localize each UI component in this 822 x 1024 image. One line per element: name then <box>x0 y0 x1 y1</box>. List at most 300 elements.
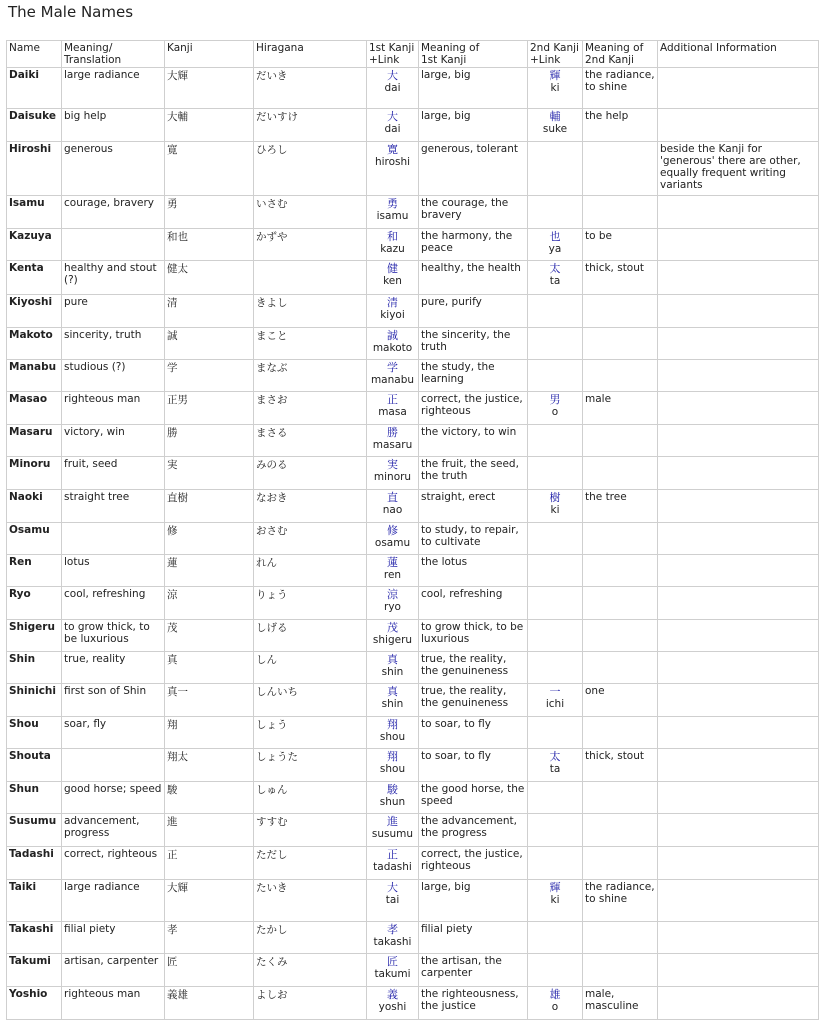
meaning-cell: large radiance <box>62 68 165 109</box>
table-header-row <box>7 41 819 68</box>
first-kanji-link[interactable]: 勝 <box>387 426 398 439</box>
header-first-kanji-link: 1st Kanji +Link <box>367 41 419 68</box>
second-kanji-link-cell[interactable] <box>528 684 583 717</box>
second-kanji-meaning-cell <box>583 196 658 229</box>
second-kanji-link-cell[interactable] <box>528 68 583 109</box>
name-cell: Masao <box>7 392 62 425</box>
first-kanji-reading: tadashi <box>373 861 412 873</box>
header-hiragana: Hiragana <box>254 41 367 68</box>
second-kanji-link-cell[interactable] <box>528 229 583 261</box>
first-kanji-meaning-cell: true, the reality, the genuineness <box>419 684 528 717</box>
second-kanji-link[interactable]: 雄 <box>549 988 561 1001</box>
second-kanji-link[interactable]: 輔 <box>549 110 561 123</box>
second-kanji-link[interactable]: 太 <box>549 262 561 275</box>
meaning-cell: advancement, progress <box>62 814 165 847</box>
meaning-cell: healthy and stout (?) <box>62 261 165 295</box>
name-cell: Osamu <box>7 523 62 555</box>
additional-info-cell <box>658 717 819 749</box>
meaning-cell: straight tree <box>62 490 165 523</box>
first-kanji-meaning-cell: the victory, to win <box>419 425 528 457</box>
table-row <box>7 142 819 196</box>
kanji-cell: 真一 <box>165 684 254 717</box>
first-kanji-reading: isamu <box>376 210 409 222</box>
second-kanji-reading: ki <box>550 82 560 94</box>
second-kanji-meaning-cell: male, masculine <box>583 987 658 1020</box>
hiragana-cell: まなぶ <box>254 360 367 392</box>
second-kanji-meaning-cell <box>583 847 658 880</box>
first-kanji-meaning-cell: true, the reality, the genuineness <box>419 652 528 684</box>
first-kanji-reading: manabu <box>370 374 415 386</box>
second-kanji-meaning-cell <box>583 782 658 814</box>
first-kanji-reading: shigeru <box>372 634 413 646</box>
second-kanji-meaning-cell <box>583 922 658 954</box>
header-first-kanji-meaning: Meaning of 1st Kanji <box>419 41 528 68</box>
name-cell: Shouta <box>7 749 62 782</box>
first-kanji-reading: susumu <box>371 828 414 840</box>
second-kanji-meaning-cell <box>583 142 658 196</box>
second-kanji-link-cell <box>528 782 583 814</box>
first-kanji-link[interactable]: 涼 <box>387 588 398 601</box>
kanji-cell: 寛 <box>165 142 254 196</box>
meaning-cell <box>62 523 165 555</box>
second-kanji-link[interactable]: 也 <box>549 230 561 243</box>
second-kanji-meaning-cell <box>583 328 658 360</box>
first-kanji-link-cell[interactable] <box>367 457 419 490</box>
second-kanji-link-cell[interactable] <box>528 261 583 295</box>
additional-info-cell <box>658 229 819 261</box>
table-row <box>7 328 819 360</box>
first-kanji-reading: shun <box>379 796 406 808</box>
additional-info-cell <box>658 847 819 880</box>
header-kanji: Kanji <box>165 41 254 68</box>
first-kanji-reading: takashi <box>373 936 412 948</box>
header-meaning: Meaning/ Translation <box>62 41 165 68</box>
second-kanji-link-cell <box>528 523 583 555</box>
first-kanji-link[interactable]: 大 <box>387 110 398 123</box>
first-kanji-reading: makoto <box>372 342 413 354</box>
meaning-cell: correct, righteous <box>62 847 165 880</box>
name-cell: Shigeru <box>7 620 62 652</box>
first-kanji-reading: shou <box>379 763 406 775</box>
additional-info-cell <box>658 295 819 328</box>
first-kanji-link[interactable]: 駿 <box>387 783 398 796</box>
second-kanji-link-cell[interactable] <box>528 392 583 425</box>
table-row <box>7 847 819 880</box>
first-kanji-reading: kazu <box>380 243 405 255</box>
first-kanji-link-cell[interactable] <box>367 954 419 987</box>
first-kanji-link[interactable]: 正 <box>387 848 398 861</box>
second-kanji-link-cell <box>528 587 583 620</box>
name-cell: Yoshio <box>7 987 62 1020</box>
first-kanji-meaning-cell: the advancement, the progress <box>419 814 528 847</box>
table-row <box>7 717 819 749</box>
first-kanji-link-cell[interactable] <box>367 684 419 717</box>
first-kanji-link-cell[interactable] <box>367 68 419 109</box>
hiragana-cell: しんいち <box>254 684 367 717</box>
first-kanji-link-cell[interactable] <box>367 328 419 360</box>
additional-info-cell <box>658 392 819 425</box>
additional-info-cell: beside the Kanji for 'generous' there are other, equally frequent writing variants <box>658 142 819 196</box>
second-kanji-reading: ki <box>550 894 560 906</box>
meaning-cell: sincerity, truth <box>62 328 165 360</box>
first-kanji-link-cell[interactable] <box>367 880 419 922</box>
hiragana-cell: まさる <box>254 425 367 457</box>
hiragana-cell: ただし <box>254 847 367 880</box>
first-kanji-link[interactable]: 清 <box>387 296 398 309</box>
first-kanji-link-cell[interactable] <box>367 523 419 555</box>
second-kanji-meaning-cell: thick, stout <box>583 749 658 782</box>
hiragana-cell: すすむ <box>254 814 367 847</box>
kanji-cell: 茂 <box>165 620 254 652</box>
hiragana-cell: なおき <box>254 490 367 523</box>
second-kanji-link[interactable]: 男 <box>549 393 561 406</box>
kanji-cell: 孝 <box>165 922 254 954</box>
second-kanji-link[interactable]: 太 <box>549 750 561 763</box>
first-kanji-meaning-cell: the righteousness, the justice <box>419 987 528 1020</box>
first-kanji-link-cell[interactable] <box>367 360 419 392</box>
second-kanji-meaning-cell: thick, stout <box>583 261 658 295</box>
first-kanji-link-cell[interactable] <box>367 847 419 880</box>
first-kanji-link-cell[interactable] <box>367 490 419 523</box>
header-second-kanji-link: 2nd Kanji +Link <box>528 41 583 68</box>
first-kanji-link[interactable]: 大 <box>387 69 398 82</box>
kanji-cell: 匠 <box>165 954 254 987</box>
second-kanji-link-cell[interactable] <box>528 109 583 142</box>
first-kanji-reading: shin <box>381 698 404 710</box>
first-kanji-link[interactable]: 真 <box>387 653 398 666</box>
table-row <box>7 392 819 425</box>
second-kanji-meaning-cell <box>583 295 658 328</box>
second-kanji-meaning-cell <box>583 360 658 392</box>
second-kanji-link[interactable]: 一 <box>549 685 561 698</box>
first-kanji-reading: nao <box>382 504 403 516</box>
meaning-cell: generous <box>62 142 165 196</box>
name-cell: Makoto <box>7 328 62 360</box>
first-kanji-meaning-cell: the good horse, the speed <box>419 782 528 814</box>
second-kanji-reading: ta <box>549 763 561 775</box>
first-kanji-link-cell[interactable] <box>367 109 419 142</box>
meaning-cell: victory, win <box>62 425 165 457</box>
first-kanji-link-cell[interactable] <box>367 587 419 620</box>
table-row <box>7 922 819 954</box>
name-cell: Daiki <box>7 68 62 109</box>
first-kanji-meaning-cell: pure, purify <box>419 295 528 328</box>
table-row <box>7 749 819 782</box>
second-kanji-meaning-cell <box>583 954 658 987</box>
names-table <box>6 40 819 1020</box>
first-kanji-link[interactable]: 修 <box>387 524 398 537</box>
additional-info-cell <box>658 261 819 295</box>
second-kanji-meaning-cell <box>583 425 658 457</box>
kanji-cell: 直樹 <box>165 490 254 523</box>
second-kanji-meaning-cell: the radiance, to shine <box>583 880 658 922</box>
first-kanji-link-cell[interactable] <box>367 196 419 229</box>
name-cell: Shinichi <box>7 684 62 717</box>
header-second-kanji-meaning: Meaning of 2nd Kanji <box>583 41 658 68</box>
table-row <box>7 295 819 328</box>
additional-info-cell <box>658 922 819 954</box>
second-kanji-meaning-cell: the tree <box>583 490 658 523</box>
first-kanji-link-cell[interactable] <box>367 261 419 295</box>
first-kanji-link-cell[interactable] <box>367 392 419 425</box>
kanji-cell: 修 <box>165 523 254 555</box>
second-kanji-link-cell <box>528 814 583 847</box>
kanji-cell: 勝 <box>165 425 254 457</box>
kanji-cell: 涼 <box>165 587 254 620</box>
additional-info-cell <box>658 490 819 523</box>
second-kanji-link-cell <box>528 295 583 328</box>
first-kanji-meaning-cell: the courage, the bravery <box>419 196 528 229</box>
second-kanji-reading: ichi <box>545 698 565 710</box>
first-kanji-reading: masa <box>378 406 407 418</box>
second-kanji-meaning-cell: the help <box>583 109 658 142</box>
table-row <box>7 880 819 922</box>
second-kanji-link[interactable]: 輝 <box>549 69 561 82</box>
second-kanji-link-cell[interactable] <box>528 749 583 782</box>
second-kanji-reading: suke <box>542 123 568 135</box>
first-kanji-link[interactable]: 寛 <box>387 143 398 156</box>
table-row <box>7 684 819 717</box>
kanji-cell: 翔太 <box>165 749 254 782</box>
first-kanji-link[interactable]: 学 <box>387 361 398 374</box>
additional-info-cell <box>658 425 819 457</box>
second-kanji-link-cell <box>528 954 583 987</box>
table-row <box>7 196 819 229</box>
kanji-cell: 真 <box>165 652 254 684</box>
first-kanji-link[interactable]: 義 <box>387 988 398 1001</box>
kanji-cell: 大輔 <box>165 109 254 142</box>
name-cell: Masaru <box>7 425 62 457</box>
first-kanji-reading: yoshi <box>378 1001 407 1013</box>
table-row <box>7 620 819 652</box>
kanji-cell: 和也 <box>165 229 254 261</box>
first-kanji-meaning-cell: cool, refreshing <box>419 587 528 620</box>
additional-info-cell <box>658 954 819 987</box>
second-kanji-link-cell <box>528 620 583 652</box>
table-body <box>7 68 819 1020</box>
second-kanji-meaning-cell <box>583 620 658 652</box>
kanji-cell: 義雄 <box>165 987 254 1020</box>
first-kanji-link-cell[interactable] <box>367 142 419 196</box>
hiragana-cell: しげる <box>254 620 367 652</box>
second-kanji-link-cell <box>528 847 583 880</box>
first-kanji-link-cell[interactable] <box>367 987 419 1020</box>
hiragana-cell: いさむ <box>254 196 367 229</box>
first-kanji-link[interactable]: 正 <box>387 393 398 406</box>
hiragana-cell: たかし <box>254 922 367 954</box>
first-kanji-meaning-cell: the artisan, the carpenter <box>419 954 528 987</box>
first-kanji-link-cell[interactable] <box>367 425 419 457</box>
first-kanji-reading: dai <box>384 123 401 135</box>
hiragana-cell: かずや <box>254 229 367 261</box>
second-kanji-link-cell <box>528 142 583 196</box>
name-cell: Ren <box>7 555 62 587</box>
first-kanji-link[interactable]: 匠 <box>387 955 398 968</box>
first-kanji-link-cell[interactable] <box>367 620 419 652</box>
table-row <box>7 523 819 555</box>
second-kanji-link-cell[interactable] <box>528 987 583 1020</box>
first-kanji-meaning-cell: to grow thick, to be luxurious <box>419 620 528 652</box>
first-kanji-meaning-cell: large, big <box>419 880 528 922</box>
first-kanji-reading: tai <box>385 894 400 906</box>
table-row <box>7 457 819 490</box>
additional-info-cell <box>658 684 819 717</box>
additional-info-cell <box>658 987 819 1020</box>
first-kanji-meaning-cell: large, big <box>419 68 528 109</box>
kanji-cell: 実 <box>165 457 254 490</box>
meaning-cell <box>62 229 165 261</box>
first-kanji-link-cell[interactable] <box>367 717 419 749</box>
second-kanji-link-cell[interactable] <box>528 490 583 523</box>
meaning-cell: big help <box>62 109 165 142</box>
kanji-cell: 誠 <box>165 328 254 360</box>
hiragana-cell: しょう <box>254 717 367 749</box>
second-kanji-meaning-cell: one <box>583 684 658 717</box>
first-kanji-link-cell[interactable] <box>367 652 419 684</box>
hiragana-cell: おさむ <box>254 523 367 555</box>
additional-info-cell <box>658 652 819 684</box>
first-kanji-link[interactable]: 勇 <box>387 197 398 210</box>
first-kanji-reading: shin <box>381 666 404 678</box>
table-row <box>7 425 819 457</box>
hiragana-cell: しょうた <box>254 749 367 782</box>
first-kanji-link[interactable]: 直 <box>387 491 398 504</box>
kanji-cell: 大輝 <box>165 68 254 109</box>
meaning-cell: righteous man <box>62 987 165 1020</box>
hiragana-cell: だいき <box>254 68 367 109</box>
hiragana-cell: だいすけ <box>254 109 367 142</box>
kanji-cell: 勇 <box>165 196 254 229</box>
kanji-cell: 大輝 <box>165 880 254 922</box>
meaning-cell: fruit, seed <box>62 457 165 490</box>
first-kanji-meaning-cell: filial piety <box>419 922 528 954</box>
second-kanji-link[interactable]: 樹 <box>549 491 561 504</box>
second-kanji-meaning-cell: the radiance, to shine <box>583 68 658 109</box>
second-kanji-meaning-cell: to be <box>583 229 658 261</box>
first-kanji-link[interactable]: 和 <box>387 230 398 243</box>
name-cell: Kazuya <box>7 229 62 261</box>
meaning-cell: artisan, carpenter <box>62 954 165 987</box>
second-kanji-link-cell <box>528 717 583 749</box>
first-kanji-reading: takumi <box>374 968 411 980</box>
second-kanji-meaning-cell <box>583 652 658 684</box>
name-cell: Kiyoshi <box>7 295 62 328</box>
first-kanji-reading: hiroshi <box>374 156 411 168</box>
kanji-cell: 翔 <box>165 717 254 749</box>
name-cell: Shin <box>7 652 62 684</box>
name-cell: Susumu <box>7 814 62 847</box>
name-cell: Shun <box>7 782 62 814</box>
name-cell: Kenta <box>7 261 62 295</box>
first-kanji-meaning-cell: large, big <box>419 109 528 142</box>
additional-info-cell <box>658 555 819 587</box>
first-kanji-link[interactable]: 蓮 <box>387 556 398 569</box>
first-kanji-meaning-cell: the sincerity, the truth <box>419 328 528 360</box>
hiragana-cell: りょう <box>254 587 367 620</box>
meaning-cell: true, reality <box>62 652 165 684</box>
table-row <box>7 490 819 523</box>
first-kanji-link-cell[interactable] <box>367 295 419 328</box>
hiragana-cell: よしお <box>254 987 367 1020</box>
meaning-cell: to grow thick, to be luxurious <box>62 620 165 652</box>
first-kanji-reading: minoru <box>373 471 412 483</box>
first-kanji-meaning-cell: the harmony, the peace <box>419 229 528 261</box>
name-cell: Hiroshi <box>7 142 62 196</box>
name-cell: Naoki <box>7 490 62 523</box>
first-kanji-meaning-cell: the fruit, the seed, the truth <box>419 457 528 490</box>
first-kanji-link[interactable]: 真 <box>387 685 398 698</box>
kanji-cell: 駿 <box>165 782 254 814</box>
first-kanji-reading: ren <box>383 569 402 581</box>
first-kanji-meaning-cell: the study, the learning <box>419 360 528 392</box>
second-kanji-meaning-cell <box>583 717 658 749</box>
hiragana-cell: まさお <box>254 392 367 425</box>
second-kanji-link[interactable]: 輝 <box>549 881 561 894</box>
first-kanji-link[interactable]: 茂 <box>387 621 398 634</box>
second-kanji-meaning-cell <box>583 587 658 620</box>
first-kanji-meaning-cell: to soar, to fly <box>419 717 528 749</box>
second-kanji-link-cell[interactable] <box>528 880 583 922</box>
first-kanji-link[interactable]: 翔 <box>387 718 398 731</box>
first-kanji-reading: dai <box>384 82 401 94</box>
first-kanji-reading: ryo <box>384 601 401 613</box>
first-kanji-link-cell[interactable] <box>367 814 419 847</box>
table-row <box>7 360 819 392</box>
first-kanji-link-cell[interactable] <box>367 749 419 782</box>
first-kanji-link[interactable]: 大 <box>387 881 398 894</box>
first-kanji-link-cell[interactable] <box>367 922 419 954</box>
second-kanji-reading: ya <box>548 243 562 255</box>
meaning-cell: pure <box>62 295 165 328</box>
table-row <box>7 652 819 684</box>
first-kanji-meaning-cell: generous, tolerant <box>419 142 528 196</box>
first-kanji-link[interactable]: 進 <box>387 815 398 828</box>
second-kanji-link-cell <box>528 196 583 229</box>
meaning-cell: first son of Shin <box>62 684 165 717</box>
first-kanji-link-cell[interactable] <box>367 229 419 261</box>
kanji-cell: 進 <box>165 814 254 847</box>
first-kanji-link[interactable]: 翔 <box>387 750 398 763</box>
second-kanji-link-cell <box>528 425 583 457</box>
additional-info-cell <box>658 782 819 814</box>
table-row <box>7 555 819 587</box>
additional-info-cell <box>658 749 819 782</box>
first-kanji-link-cell[interactable] <box>367 555 419 587</box>
second-kanji-link-cell <box>528 652 583 684</box>
name-cell: Manabu <box>7 360 62 392</box>
second-kanji-meaning-cell <box>583 523 658 555</box>
table-row <box>7 954 819 987</box>
table-row <box>7 68 819 109</box>
first-kanji-link-cell[interactable] <box>367 782 419 814</box>
additional-info-cell <box>658 360 819 392</box>
additional-info-cell <box>658 109 819 142</box>
meaning-cell: filial piety <box>62 922 165 954</box>
kanji-cell: 正 <box>165 847 254 880</box>
hiragana-cell: れん <box>254 555 367 587</box>
additional-info-cell <box>658 620 819 652</box>
first-kanji-link[interactable]: 孝 <box>387 923 398 936</box>
hiragana-cell: ひろし <box>254 142 367 196</box>
first-kanji-reading: osamu <box>374 537 411 549</box>
name-cell: Daisuke <box>7 109 62 142</box>
name-cell: Takashi <box>7 922 62 954</box>
first-kanji-link[interactable]: 実 <box>387 458 398 471</box>
first-kanji-link[interactable]: 健 <box>387 262 398 275</box>
table-row <box>7 109 819 142</box>
first-kanji-link[interactable]: 誠 <box>387 329 398 342</box>
second-kanji-meaning-cell: male <box>583 392 658 425</box>
